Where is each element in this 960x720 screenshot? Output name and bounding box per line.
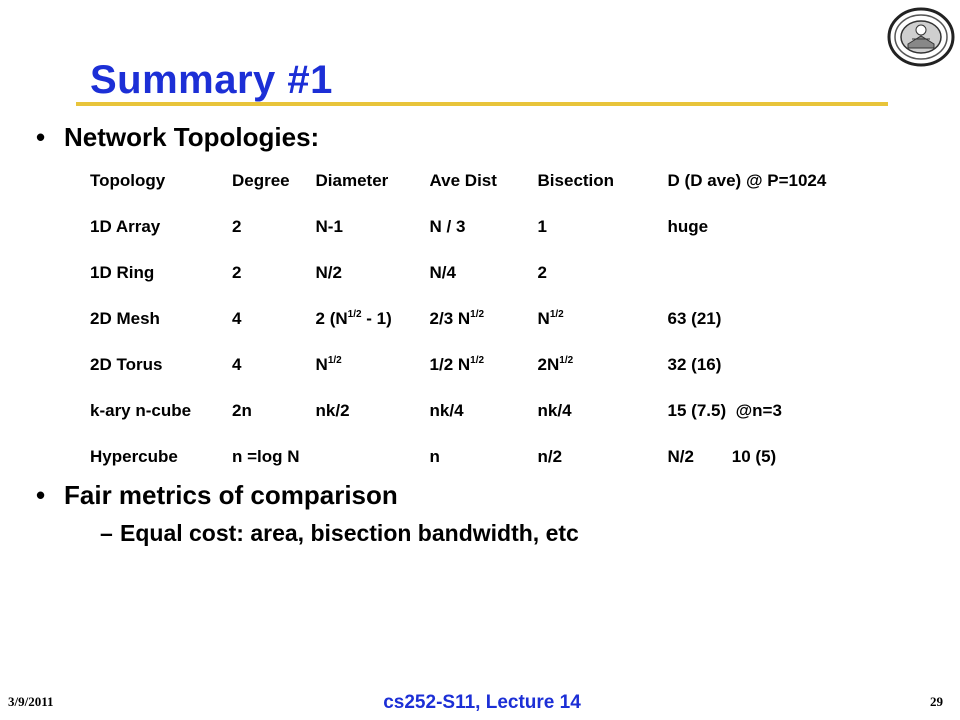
table-header-cell: Topology (90, 171, 166, 190)
table-cell: nk/4 (537, 401, 572, 420)
table-header-cell: Diameter (315, 171, 389, 190)
exponent: 1/2 (549, 309, 564, 320)
table-cell: 1D Ring (90, 263, 155, 282)
table-row (82, 250, 876, 296)
bullet-fair-metrics (36, 480, 398, 511)
sub-bullet-text: Equal cost: area, bisection bandwidth, etc (120, 520, 579, 546)
table-header-cell: Ave Dist (429, 171, 497, 190)
table-header-row (82, 158, 876, 204)
footer-date: 3/9/2011 (8, 694, 54, 709)
table-header-cell: D (D ave) @ P=1024 (667, 171, 827, 190)
table-cell (530, 342, 660, 388)
table-cell: 2 (537, 263, 547, 282)
table-cell: 2 (232, 263, 242, 282)
table-cell: 32 (16) (667, 355, 722, 374)
table-header-cell: Degree (232, 171, 290, 190)
bullet-glyph: • (36, 122, 46, 152)
university-seal-icon (886, 6, 956, 68)
table-cell: 15 (7.5) @n=3 (667, 401, 782, 420)
table-cell: n/2 (537, 447, 563, 466)
table-cell: huge (667, 217, 709, 236)
table-cell (422, 296, 530, 342)
table-row (82, 434, 876, 480)
cell-text: N (315, 355, 328, 374)
cell-text: 1/2 N (429, 355, 471, 374)
table-cell: N / 3 (429, 217, 466, 236)
table-row (82, 296, 876, 342)
table-cell: 2 (232, 217, 242, 236)
table-cell: 2D Mesh (90, 309, 160, 328)
slide-title: Summary #1 (90, 58, 333, 102)
cell-text: 2/3 N (429, 309, 471, 328)
table-cell: nk/2 (315, 401, 350, 420)
table-cell: k-ary n-cube (90, 401, 192, 420)
exponent: 1/2 (327, 355, 342, 366)
table-cell: N/4 (429, 263, 456, 282)
cell-text: N (537, 309, 550, 328)
bullet-text: Fair metrics of comparison (64, 480, 398, 510)
exponent: 1/2 (347, 309, 362, 320)
table-cell: n =log N (232, 447, 300, 466)
footer-course-text: cs252-S11, Lecture 14 (383, 692, 581, 713)
table-cell (530, 296, 660, 342)
table-cell (422, 342, 530, 388)
bullet-network-topologies (36, 122, 319, 153)
topology-table (82, 158, 876, 480)
table-cell: N/2 (315, 263, 342, 282)
sub-bullet-dash: – (100, 520, 113, 546)
table-cell (308, 342, 422, 388)
exponent: 1/2 (559, 355, 574, 366)
table-row (82, 204, 876, 250)
title-underline (76, 102, 888, 106)
table-cell: N-1 (315, 217, 343, 236)
table-cell: 1D Array (90, 217, 161, 236)
exponent: 1/2 (470, 355, 485, 366)
table-cell: 63 (21) (667, 309, 722, 328)
exponent: 1/2 (470, 309, 485, 320)
footer-course (0, 692, 960, 714)
page-number: 29 (930, 694, 943, 709)
table-cell: nk/4 (429, 401, 464, 420)
bullet-glyph: • (36, 480, 46, 510)
table-cell: n (429, 447, 440, 466)
table-cell: N/2 10 (5) (667, 447, 777, 466)
table-cell: Hypercube (90, 447, 178, 466)
table-cell: 4 (232, 355, 242, 374)
table-cell (660, 250, 876, 296)
table-cell (308, 296, 422, 342)
table-cell: 4 (232, 309, 242, 328)
table-header-cell: Bisection (537, 171, 615, 190)
cell-text: 2 (N (315, 309, 348, 328)
table-row (82, 342, 876, 388)
table-cell: 1 (537, 217, 547, 236)
table-row (82, 388, 876, 434)
sub-bullet-equal-cost (100, 520, 579, 547)
table-cell: 2n (232, 401, 252, 420)
bullet-text: Network Topologies: (64, 122, 320, 152)
cell-text: - 1) (361, 309, 392, 328)
table-cell: 2D Torus (90, 355, 163, 374)
cell-text: 2N (537, 355, 560, 374)
table-cell (308, 434, 422, 480)
